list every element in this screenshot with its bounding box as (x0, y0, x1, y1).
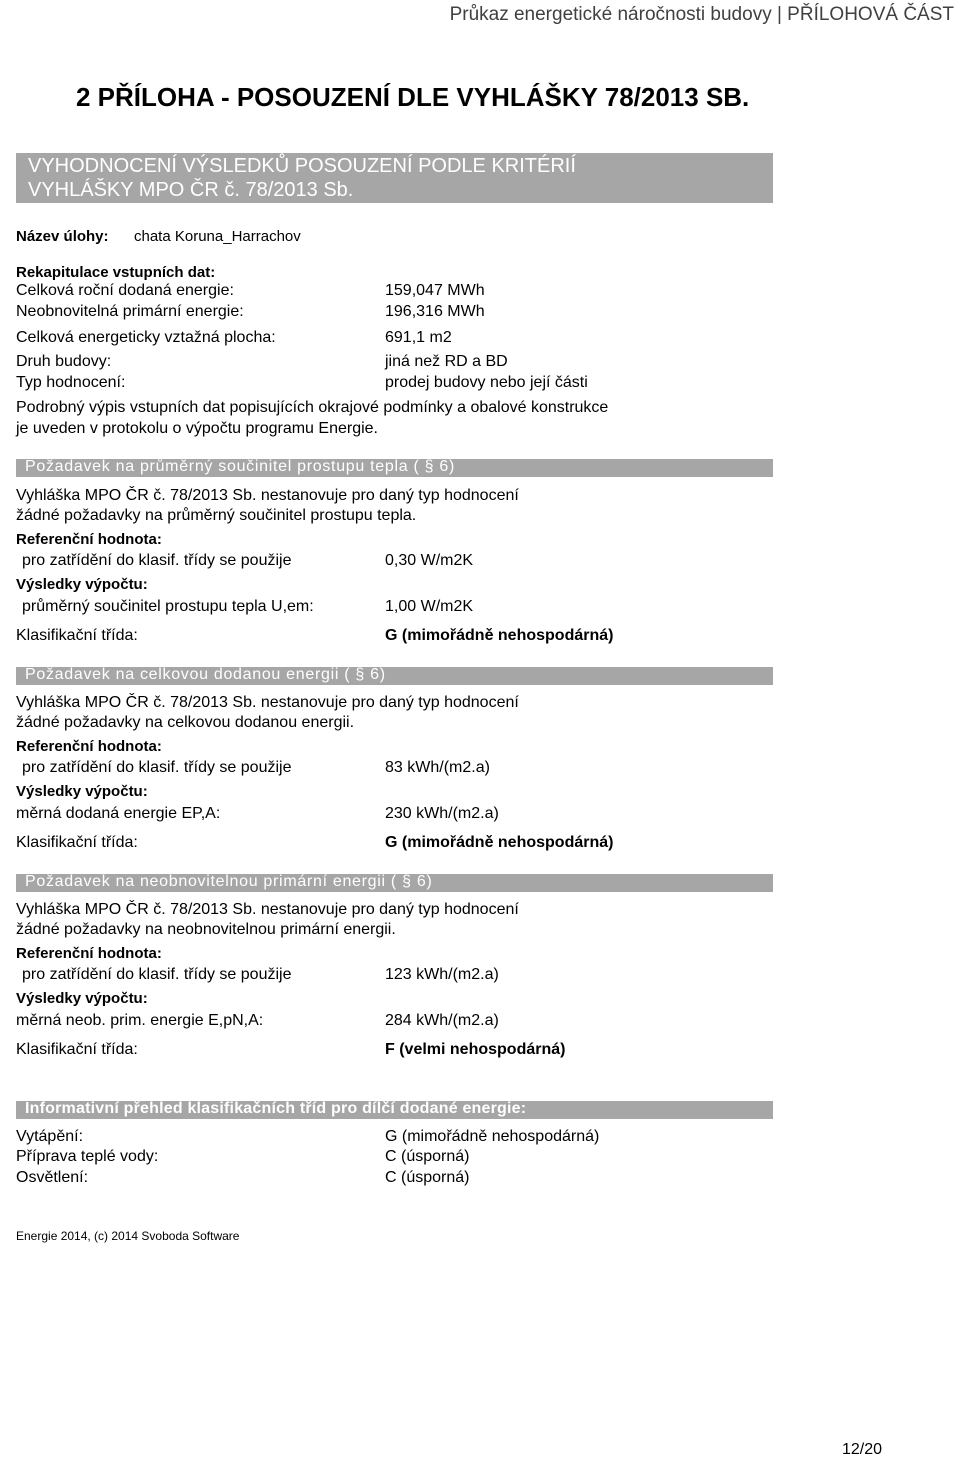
ref-label: pro zatřídění do klasif. třídy se použije (22, 552, 292, 569)
class-label: Klasifikační třída: (16, 834, 138, 851)
info-label: Příprava teplé vody: (16, 1148, 159, 1165)
ref-title: Referenční hodnota: (16, 531, 162, 548)
recap-value: jiná než RD a BD (385, 353, 508, 370)
class-value: G (mimořádně nehospodárná) (385, 627, 614, 644)
req-u-title: Požadavek na průměrný součinitel prostupu tepla ( § 6) (25, 458, 456, 475)
req-delivered-text: Vyhláška MPO ČR č. 78/2013 Sb. nestanovuje pro daný typ hodnocení (16, 694, 519, 711)
recap-title: Rekapitulace vstupních dat: (16, 264, 216, 281)
ref-value: 83 kWh/(m2.a) (385, 759, 490, 776)
req-primary-text: Vyhláška MPO ČR č. 78/2013 Sb. nestanovuje pro daný typ hodnocení (16, 901, 519, 918)
class-label: Klasifikační třída: (16, 627, 138, 644)
recap-label: Celková roční dodaná energie: (16, 282, 234, 299)
class-value: F (velmi nehospodárná) (385, 1041, 566, 1058)
info-value: C (úsporná) (385, 1169, 470, 1186)
recap-label: Typ hodnocení: (16, 374, 126, 391)
recap-label: Neobnovitelná primární energie: (16, 303, 244, 320)
page-number: 12/20 (841, 1441, 882, 1458)
req-primary-text: žádné požadavky na neobnovitelnou primární energii. (16, 921, 396, 938)
info-bar (16, 1101, 773, 1119)
ref-label: pro zatřídění do klasif. třídy se použije (22, 759, 292, 776)
req-u-text: Vyhláška MPO ČR č. 78/2013 Sb. nestanovuje pro daný typ hodnocení (16, 487, 519, 504)
banner-line-1: VYHODNOCENÍ VÝSLEDKŮ POSOUZENÍ PODLE KRITÉRIÍ (28, 155, 576, 177)
req-primary-bar (16, 874, 773, 892)
ref-value: 123 kWh/(m2.a) (385, 966, 499, 983)
info-value: C (úsporná) (385, 1148, 470, 1165)
software-credit: Energie 2014, (c) 2014 Svoboda Software (16, 1229, 240, 1243)
banner-line-2: VYHLÁŠKY MPO ČR č. 78/2013 Sb. (28, 179, 354, 201)
req-delivered-title: Požadavek na celkovou dodanou energii ( § 6) (25, 666, 386, 683)
ref-title: Referenční hodnota: (16, 945, 162, 962)
task-label: Název úlohy: (16, 228, 109, 245)
ref-value: 0,30 W/m2K (385, 552, 474, 569)
result-label: měrná neob. prim. energie E,pN,A: (16, 1012, 264, 1029)
ref-label: pro zatřídění do klasif. třídy se použije (22, 966, 292, 983)
result-title: Výsledky výpočtu: (16, 783, 148, 800)
result-title: Výsledky výpočtu: (16, 990, 148, 1007)
result-label: měrná dodaná energie EP,A: (16, 805, 221, 822)
recap-value: 159,047 MWh (385, 282, 485, 299)
result-value: 1,00 W/m2K (385, 598, 474, 615)
section-heading: 2 PŘÍLOHA - POSOUZENÍ DLE VYHLÁŠKY 78/2013 SB. (76, 82, 750, 112)
result-value: 284 kWh/(m2.a) (385, 1012, 499, 1029)
req-u-bar (16, 459, 773, 477)
recap-label: Celková energeticky vztažná plocha: (16, 329, 276, 346)
req-u-text: žádné požadavky na průměrný součinitel prostupu tepla. (16, 507, 417, 524)
class-label: Klasifikační třída: (16, 1041, 138, 1058)
result-label: průměrný součinitel prostupu tepla U,em: (22, 598, 314, 615)
recap-label: Druh budovy: (16, 353, 112, 370)
recap-value: 196,316 MWh (385, 303, 485, 320)
result-title: Výsledky výpočtu: (16, 576, 148, 593)
recap-value: prodej budovy nebo její části (385, 374, 588, 391)
class-value: G (mimořádně nehospodárná) (385, 834, 614, 851)
req-delivered-bar (16, 667, 773, 685)
info-label: Vytápění: (16, 1128, 84, 1145)
task-name: chata Koruna_Harrachov (134, 228, 301, 245)
ref-title: Referenční hodnota: (16, 738, 162, 755)
req-primary-title: Požadavek na neobnovitelnou primární energii ( § 6) (25, 873, 433, 890)
info-label: Osvětlení: (16, 1169, 89, 1186)
running-header: Průkaz energetické náročnosti budovy | PŘÍLOHOVÁ ČÁST (449, 4, 954, 25)
recap-value: 691,1 m2 (385, 329, 452, 346)
recap-note: Podrobný výpis vstupních dat popisujících okrajové podmínky a obalové konstrukce (16, 399, 609, 416)
result-value: 230 kWh/(m2.a) (385, 805, 499, 822)
recap-note: je uveden v protokolu o výpočtu programu Energie. (16, 420, 378, 437)
evaluation-banner (16, 153, 773, 203)
req-delivered-text: žádné požadavky na celkovou dodanou energii. (16, 714, 355, 731)
info-value: G (mimořádně nehospodárná) (385, 1128, 600, 1145)
info-title: Informativní přehled klasifikačních tříd pro dílčí dodané energie: (25, 1100, 527, 1117)
